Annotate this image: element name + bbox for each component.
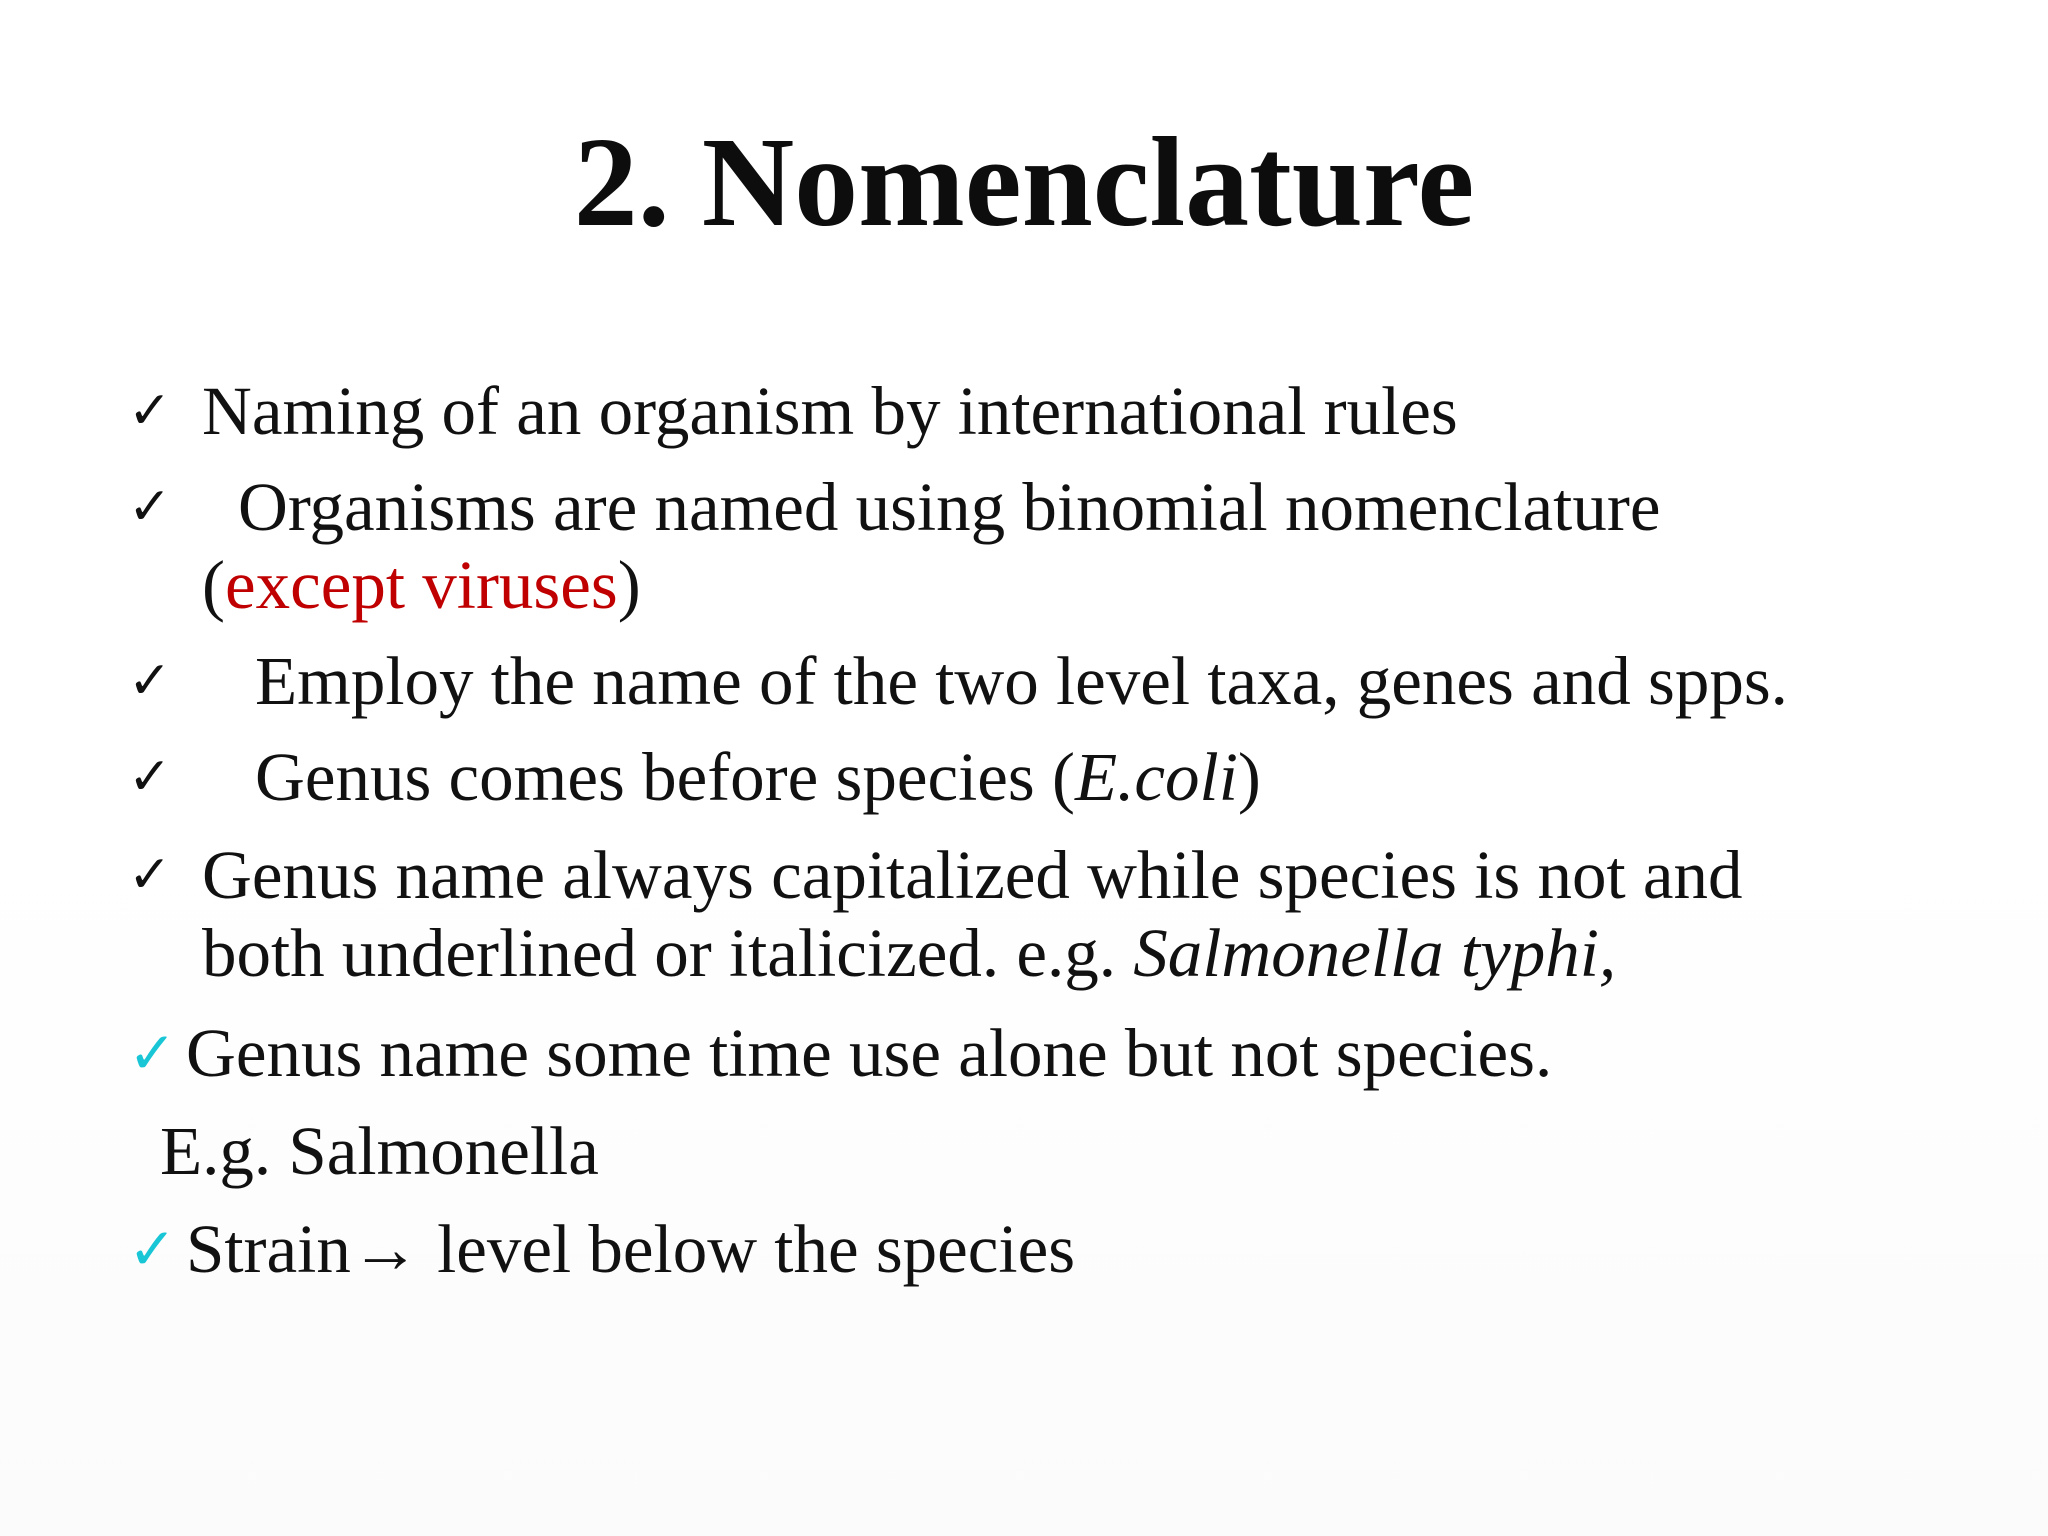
checkmark-icon: ✓ <box>128 747 172 807</box>
species-example: E.coli <box>1075 739 1238 815</box>
slide-title: 2. Nomenclature <box>573 111 1475 253</box>
bullet-4-before: Genus comes before species ( <box>255 739 1076 815</box>
bullet-2-text: Organisms are named using binomial nomenclature <box>238 469 1661 545</box>
bullet-2-line-2 <box>202 546 641 624</box>
bullet-4-after: ) <box>1237 739 1261 815</box>
bullet-5-line-2-plain: both underlined or italicized. e.g. <box>202 915 1134 991</box>
bullet-6-line-2: E.g. Salmonella <box>160 1113 599 1189</box>
bullet-3-text: Employ the name of the two level taxa, genes and spps. <box>255 643 1788 719</box>
checkmark-icon: ✓ <box>128 1215 177 1283</box>
bullet-5-line-2 <box>202 914 1616 992</box>
bullet-4-text <box>255 738 1261 816</box>
checkmark-icon: ✓ <box>128 477 172 537</box>
salmonella-typhi-example: Salmonella typhi, <box>1133 915 1617 991</box>
checkmark-icon: ✓ <box>128 1019 177 1087</box>
bullet-6-text: Genus name some time use alone but not species. <box>186 1015 1553 1091</box>
paren-open: ( <box>202 547 225 623</box>
bullet-1-text: Naming of an organism by international rules <box>202 373 1458 449</box>
checkmark-icon: ✓ <box>128 381 172 441</box>
paren-close: ) <box>617 547 641 623</box>
except-viruses-text: except viruses <box>224 547 618 623</box>
bullet-7-text: Strain→ level below the species <box>186 1211 1076 1287</box>
checkmark-icon: ✓ <box>128 845 172 905</box>
checkmark-icon: ✓ <box>128 651 172 711</box>
bullet-5-text: Genus name always capitalized while species is not and <box>202 837 1743 913</box>
